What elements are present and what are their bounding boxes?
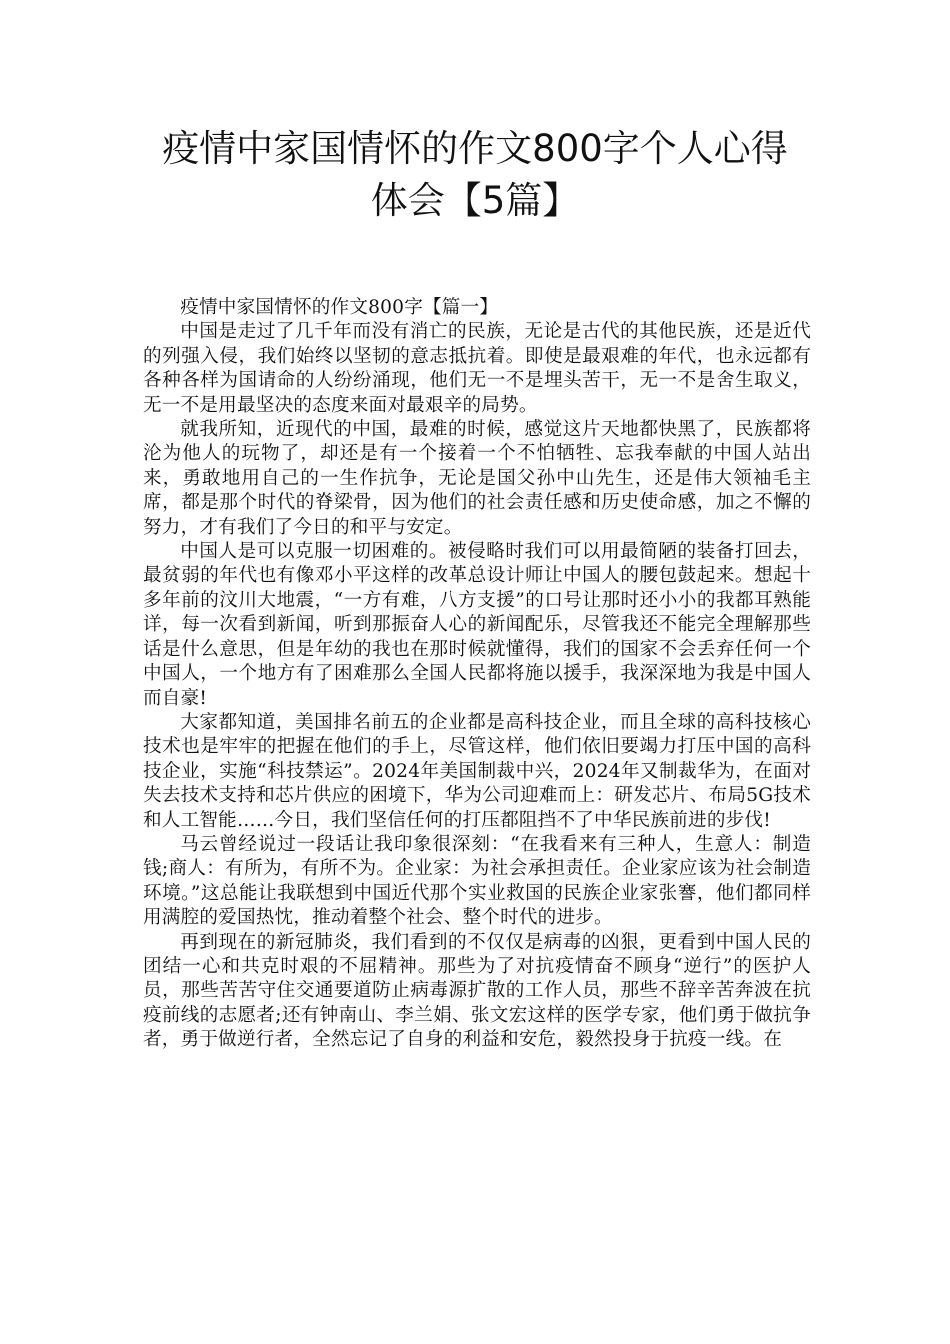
title-line-2: 体会【5篇】 bbox=[370, 179, 580, 222]
paragraph: 就我所知，近现代的中国，最难的时候，感觉这片天地都快黑了，民族都将沦为他人的玩物了，却还是有一个接着一个不怕牺牲、忘我奉献的中国人站出来，勇敢地用自己的一生作抗争，无论是国父孙中山先生，还是伟大领袖毛主席，都是那个时代的脊梁骨，因为他们的社会责任感和历史使命感，加之不懈的努力，才有我们了今日的和平与安定。 bbox=[143, 419, 811, 538]
document-title bbox=[120, 123, 830, 227]
section-subtitle: 疫情中家国情怀的作文800字【篇一】 bbox=[180, 297, 499, 318]
paragraph: 再到现在的新冠肺炎，我们看到的不仅仅是病毒的凶狠，更看到中国人民的团结一心和共克时艰的不屈精神。那些为了对抗疫情奋不顾身“逆行”的医护人员，那些苦苦守住交通要道防止病毒源扩散的工作人员，那些不辞辛苦奔波在抗疫前线的志愿者;还有钟南山、李兰娟、张文宏这样的医学专家，他们勇于做抗争者，勇于做逆行者，全然忘记了自身的利益和安危，毅然投身于抗疫一线。在 bbox=[143, 931, 811, 1051]
document-body bbox=[143, 296, 811, 1053]
paragraph: 中国是走过了几千年而没有消亡的民族，无论是古代的其他民族，还是近代的列强入侵，我们始终以坚韧的意志抵抗着。即使是最艰难的年代，也永远都有各种各样为国请命的人纷纷涌现，他们无一不是埋头苦干，无一不是舍生取义，无一不是用最坚决的态度来面对最艰辛的局势。 bbox=[143, 321, 811, 416]
paragraph: 马云曾经说过一段话让我印象很深刻：“在我看来有三种人，生意人：制造钱;商人：有所为，有所不为。企业家：为社会承担责任。企业家应该为社会制造环境。”这总能让我联想到中国近代那个实业救国的民族企业家张謇，他们都同样用满腔的爱国热忱，推动着整个社会、整个时代的进步。 bbox=[143, 833, 811, 929]
paragraph: 中国人是可以克服一切困难的。被侵略时我们可以用最简陋的装备打回去，最贫弱的年代也有像邓小平这样的改革总设计师让中国人的腰包鼓起来。想起十多年前的汶川大地震，“一方有难，八方支援”的口号让那时还小小的我都耳熟能详，每一次看到新闻，听到那振奋人心的新闻配乐，尽管我还不能完全理解那些话是什么意思，但是年幼的我也在那时候就懂得，我们的国家不会丢弃任何一个中国人，一个地方有了困难那么全国人民都将施以援手，我深深地为我是中国人而自豪! bbox=[143, 541, 811, 709]
title-line-1: 疫情中家国情怀的作文800字个人心得 bbox=[162, 127, 788, 170]
paragraph: 大家都知道，美国排名前五的企业都是高科技企业，而且全球的高科技核心技术也是牢牢的把握在他们的手上，尽管这样，他们依旧要竭力打压中国的高科技企业，实施“科技禁运”。2024年美国制裁中兴，2024年又制裁华为，在面对失去技术支持和芯片供应的困境下，华为公司迎难而上：研发芯片、布局5G技术和人工智能……今日，我们坚信任何的打压都阻挡不了中华民族前进的步伐! bbox=[143, 711, 811, 831]
